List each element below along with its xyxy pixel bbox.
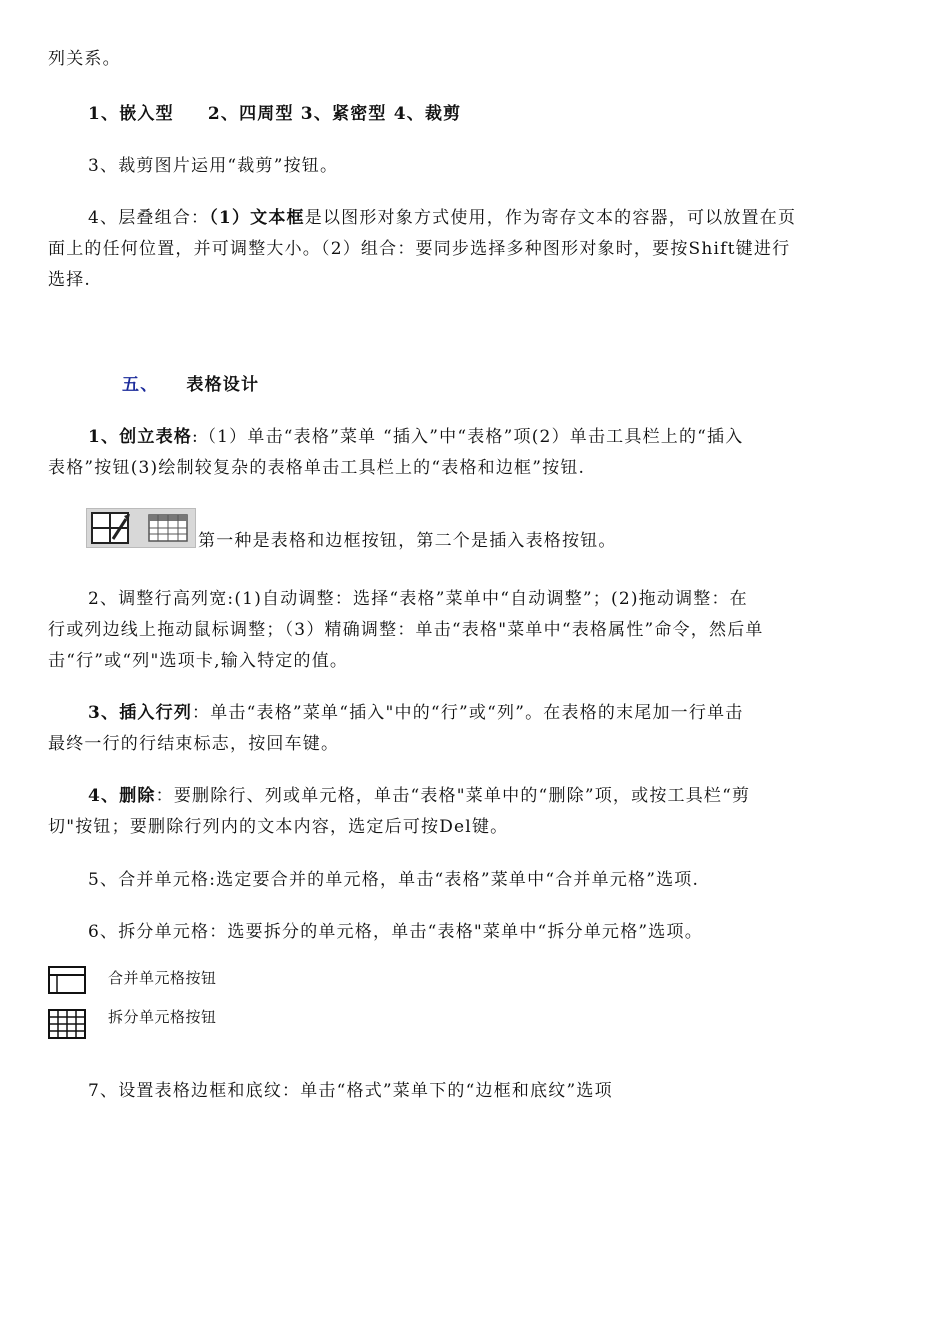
insert-table-icon (143, 509, 193, 549)
crop-paragraph: 3、裁剪图片运用“裁剪”按钮。 (88, 156, 339, 176)
toolbar-icons-caption: 第一种是表格和边框按钮，第二个是插入表格按钮。 (198, 531, 617, 551)
layer-paragraph-line1: 4、层叠组合：（1）文本框是以图形对象方式使用，作为寄存文本的容器，可以放置在页 (88, 208, 797, 228)
resize-paragraph-line2: 行或列边线上拖动鼠标调整；（3）精确调整：单击“表格"菜单中“表格属性”命令，然后单 (48, 620, 764, 640)
merge-cells-label: 合并单元格按钮 (108, 969, 217, 987)
create-table-term: 1、创立表格 (88, 427, 193, 447)
merge-paragraph: 5、合并单元格:选定要合并的单元格，单击“表格”菜单中“合并单元格”选项. (88, 870, 700, 890)
resize-paragraph-line3: 击“行”或“列"选项卡,输入特定的值。 (48, 651, 349, 671)
split-cells-icon (47, 1008, 87, 1040)
layer-paragraph-line2: 面上的任何位置，并可调整大小。（2）组合：要同步选择多种图形对象时，要按Shift键进行 (48, 239, 791, 259)
delete-term: 4、删除 (88, 786, 156, 806)
insert-rows-term: 3、插入行列 (88, 703, 193, 723)
wrap-type-others: 2、四周型 3、紧密型 4、裁剪 (207, 104, 462, 124)
insert-rows-line1: 3、插入行列：单击“表格”菜单“插入"中的“行”或“列”。在表格的末尾加一行单击 (88, 703, 744, 723)
split-paragraph: 6、拆分单元格：选要拆分的单元格，单击“表格"菜单中“拆分单元格”选项。 (88, 922, 703, 942)
merge-cells-icon (47, 964, 87, 996)
layer-paragraph-line3: 选择. (48, 270, 92, 290)
resize-paragraph-line1: 2、调整行高列宽:(1)自动调整：选择“表格”菜单中“自动调整”；(2)拖动调整：在 (88, 589, 748, 609)
section-heading (122, 370, 950, 401)
toolbar-icons-image (86, 508, 196, 548)
section-number: 五、 (122, 375, 159, 395)
insert-rows-line2: 最终一行的行结束标志，按回车键。 (48, 734, 340, 754)
borders-paragraph: 7、设置表格边框和底纹：单击“格式”菜单下的“边框和底纹”选项 (88, 1081, 613, 1101)
wrap-types-line (88, 99, 904, 130)
textbox-term: （1）文本框 (209, 208, 305, 228)
delete-line2: 切"按钮；要删除行列内的文本内容，选定后可按Del键。 (48, 817, 509, 837)
create-table-line2: 表格”按钮(3)绘制较复杂的表格单击工具栏上的“表格和边框”按钮. (48, 458, 586, 478)
section-title: 表格设计 (186, 375, 260, 395)
wrap-type-inline: 1、嵌入型 (88, 104, 174, 124)
create-table-line1: 1、创立表格:（1）单击“表格”菜单 “插入”中“表格”项(2）单击工具栏上的“插入 (88, 427, 744, 447)
paragraph-continuation: 列关系。 (48, 49, 121, 69)
split-cells-label: 拆分单元格按钮 (108, 1008, 217, 1026)
delete-line1: 4、删除：要删除行、列或单元格，单击“表格"菜单中的“删除”项，或按工具栏“剪 (88, 786, 751, 806)
